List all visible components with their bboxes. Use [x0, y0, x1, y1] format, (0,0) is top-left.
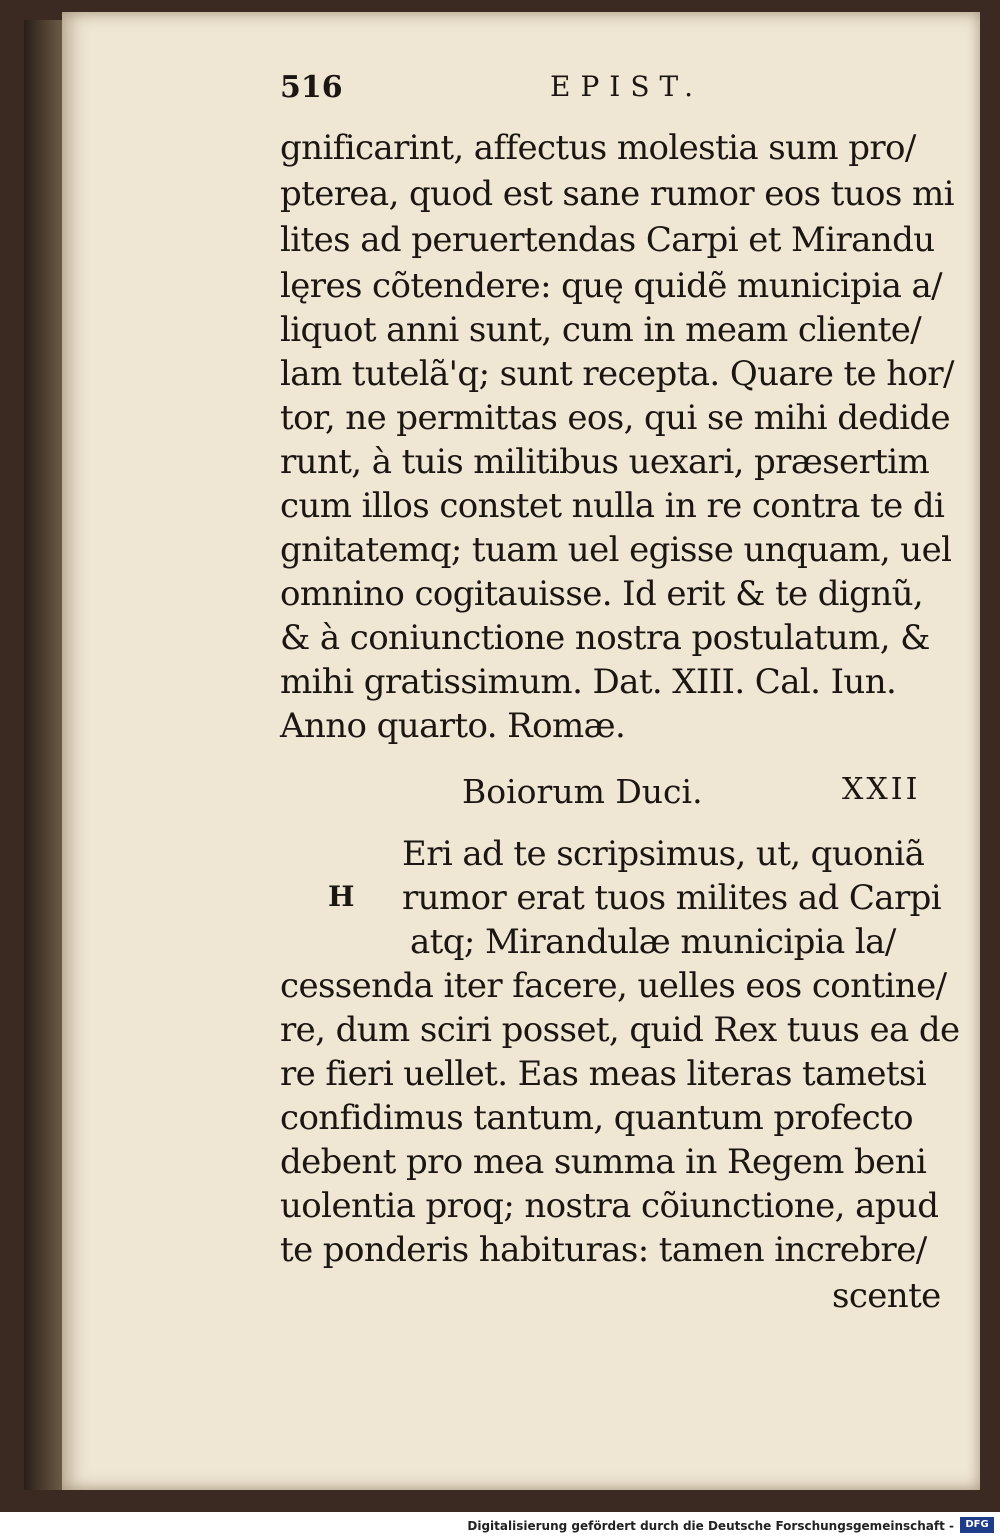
text-line: re fieri uellet. Eas meas literas tametsi: [280, 1054, 927, 1094]
book-gutter: [24, 20, 62, 1490]
running-head: EPIST.: [550, 70, 703, 103]
text-line: Anno quarto. Romæ.: [280, 706, 626, 746]
text-line: uolentia proq; nostra cõiunctione, apud: [280, 1186, 939, 1226]
catchword: scente: [832, 1276, 941, 1316]
text-line: tor, ne permittas eos, qui se mihi dedide: [280, 398, 951, 438]
text-line: debent pro mea summa in Regem beni: [280, 1142, 927, 1182]
text-line: lam tutelã'q; sunt recepta. Quare te hor/: [280, 354, 954, 394]
page-header: [280, 70, 940, 114]
text-line: lęres cõtendere: quę quidẽ municipia a/: [280, 266, 943, 306]
drop-initial: H: [328, 880, 355, 913]
text-line: confidimus tantum, quantum profecto: [280, 1098, 913, 1138]
text-line: cum illos constet nulla in re contra te di: [280, 486, 945, 526]
text-line: rumor erat tuos milites ad Carpi: [402, 878, 942, 918]
text-line: gnificarint, affectus molestia sum pro/: [280, 128, 916, 168]
text-line: omnino cogitauisse. Id erit & te dignũ,: [280, 574, 924, 614]
text-line: liquot anni sunt, cum in meam cliente/: [280, 310, 922, 350]
letter-heading-title: Boiorum Duci.: [462, 772, 703, 811]
text-line: pterea, quod est sane rumor eos tuos mi: [280, 174, 954, 214]
text-line: lites ad peruertendas Carpi et Mirandu: [280, 220, 935, 260]
text-line: mihi gratissimum. Dat. XIII. Cal. Iun.: [280, 662, 897, 702]
letter-heading-number: XXII: [842, 772, 921, 807]
text-line: cessenda iter facere, uelles eos contine/: [280, 966, 947, 1006]
text-line: atq; Mirandulæ municipia la/: [410, 922, 896, 962]
text-line: Eri ad te scripsimus, ut, quoniã: [402, 834, 925, 874]
text-line: runt, à tuis militibus uexari, præsertim: [280, 442, 930, 482]
page-number: 516: [280, 70, 343, 105]
dfg-logo-icon: DFG: [960, 1517, 994, 1533]
text-line: gnitatemq; tuam uel egisse unquam, uel: [280, 530, 952, 570]
funding-credit: Digitalisierung gefördert durch die Deutsche Forschungsgemeinschaft -: [467, 1519, 954, 1533]
footer-bar: [0, 1512, 1000, 1540]
text-line: re, dum sciri posset, quid Rex tuus ea de: [280, 1010, 960, 1050]
text-line: te ponderis habituras: tamen increbre/: [280, 1230, 927, 1270]
text-line: & à coniunctione nostra postulatum, &: [280, 618, 930, 658]
